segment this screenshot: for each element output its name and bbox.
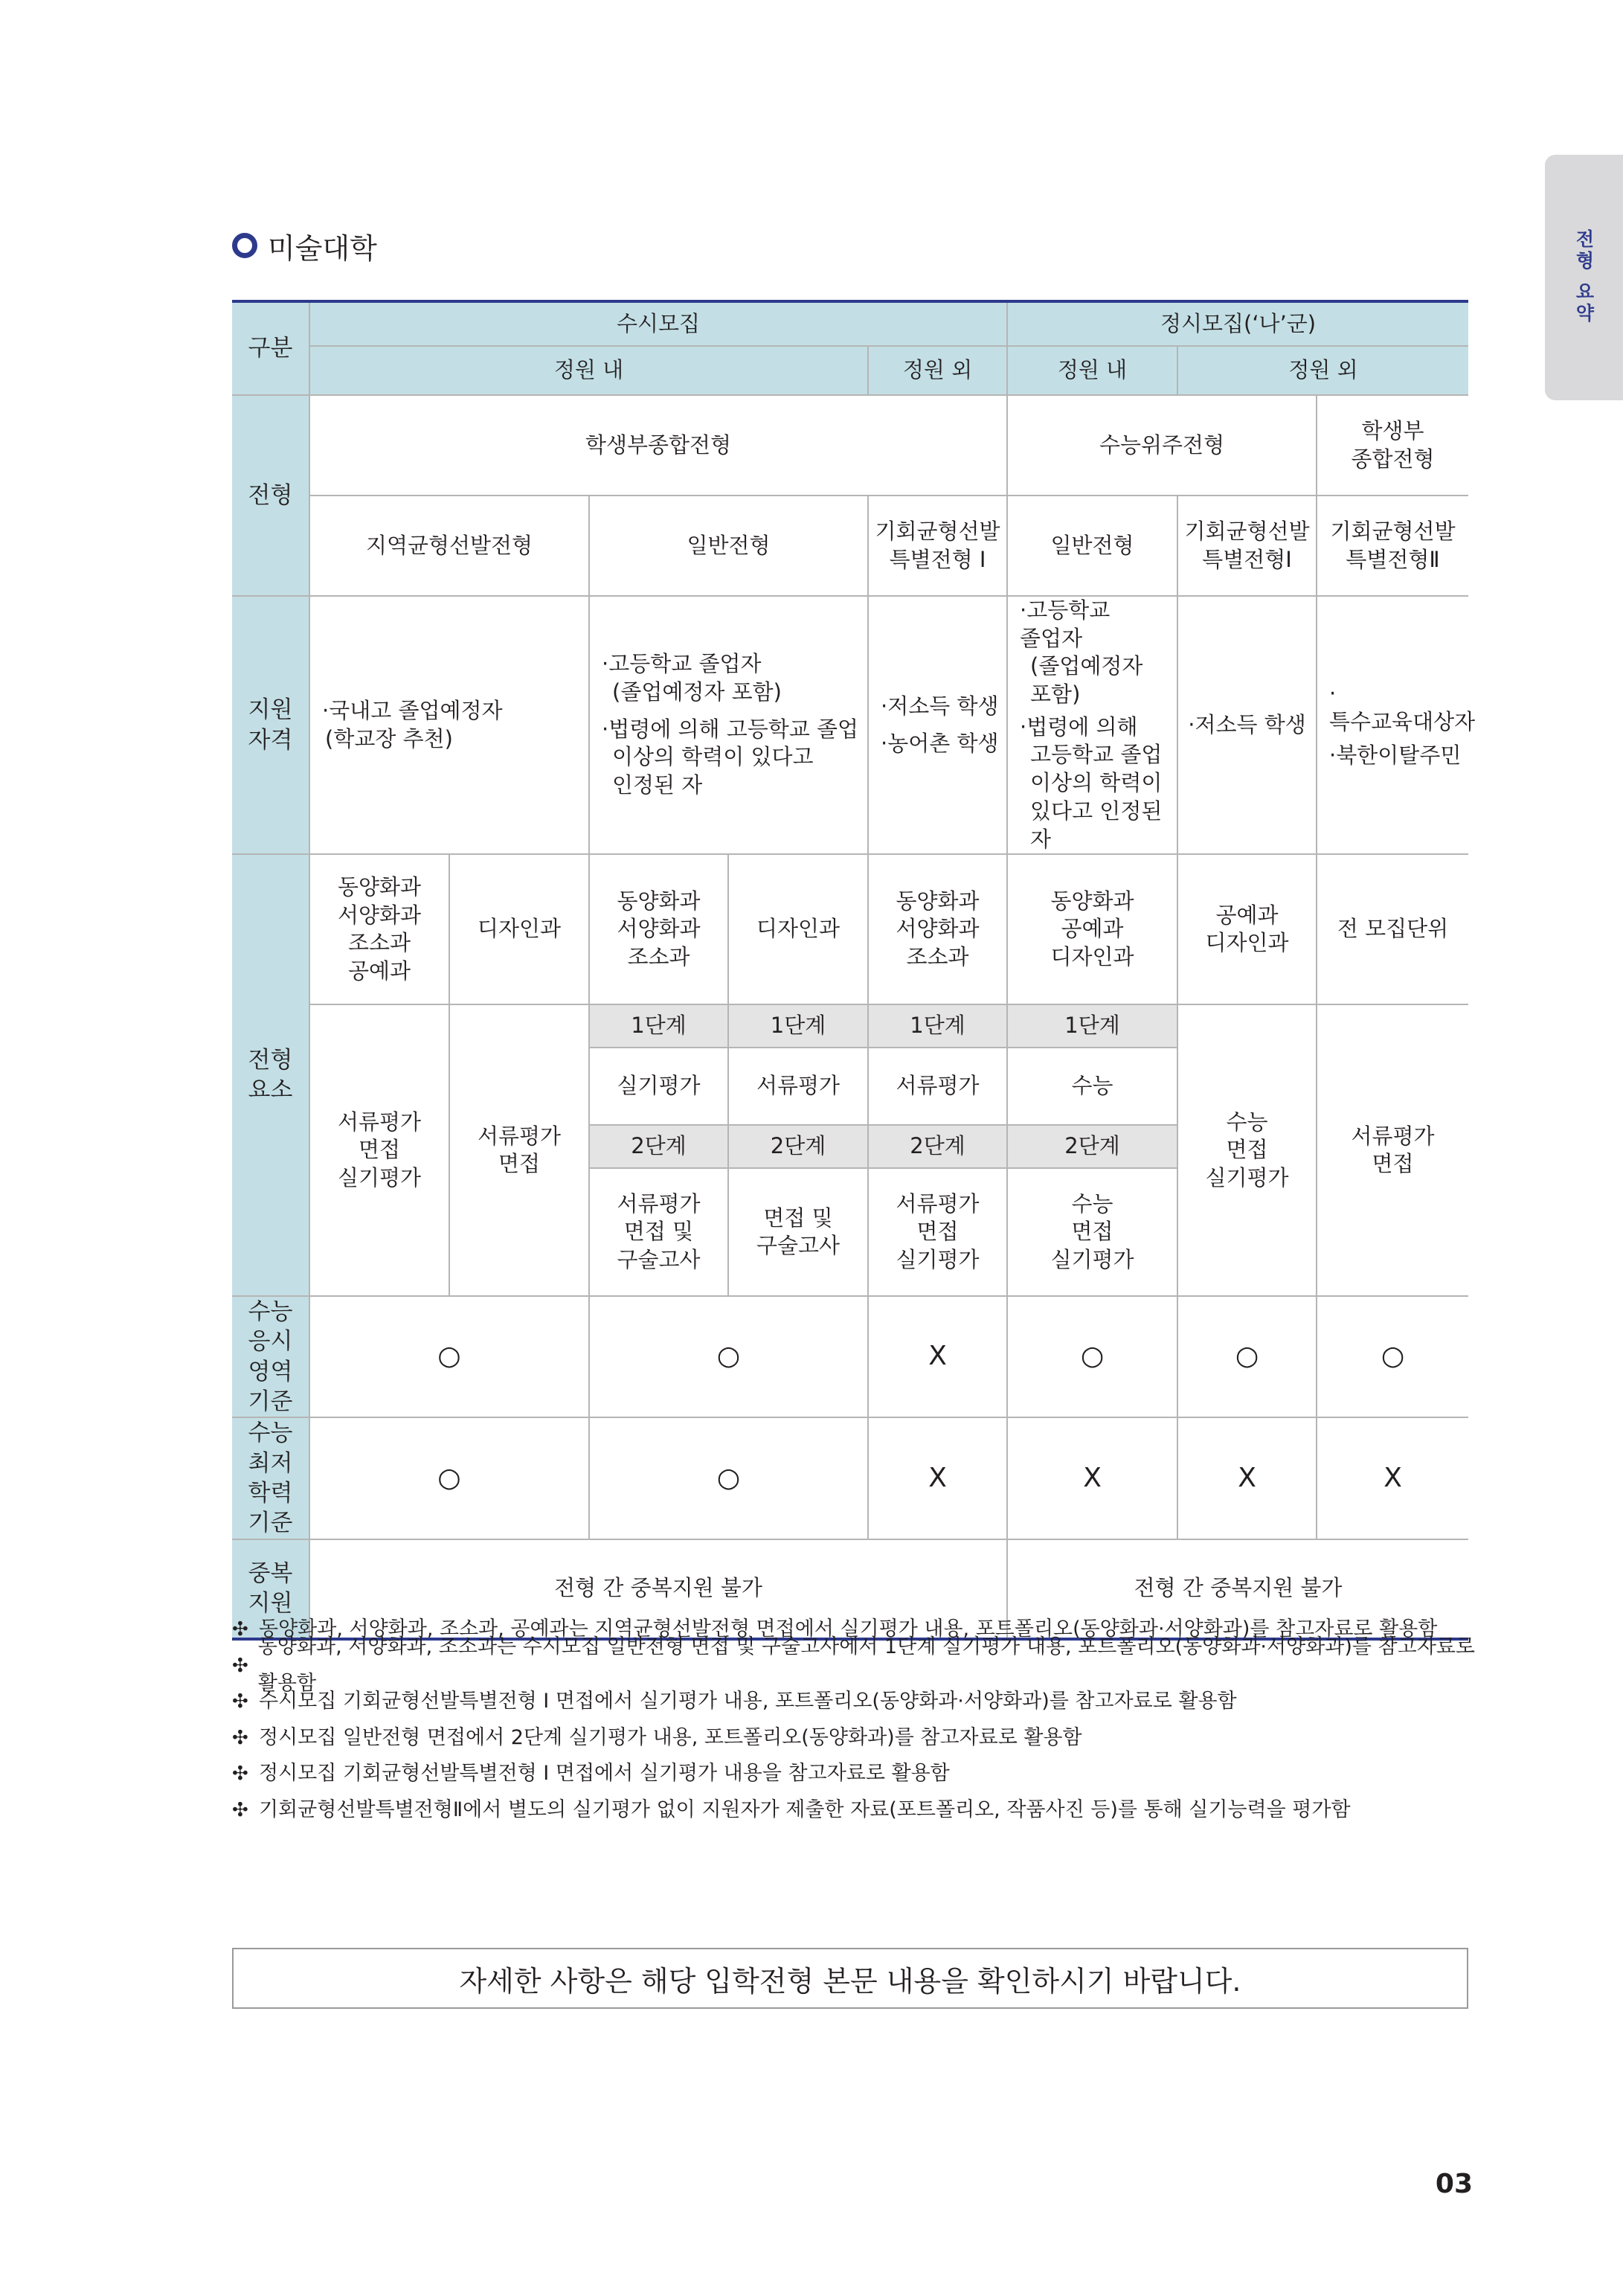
admission-summary-table bbox=[232, 300, 1476, 1641]
csat-min-row bbox=[232, 1417, 1468, 1539]
page-number: 03 bbox=[1435, 2169, 1473, 2199]
csat-area-mark: ○ bbox=[589, 1296, 868, 1417]
dept-col-7: 공예과 디자인과 bbox=[1177, 854, 1317, 1004]
note-item: ✣ 동양화과, 서양화과, 조소과는 수시모집 일반전형 면접 및 구술고사에서 1단계 실기평가 내용, 포트폴리오(동양화과·서양화과)를 참고자료로 활용함 bbox=[232, 1635, 1475, 1695]
track-sub-row bbox=[232, 496, 1468, 596]
stage1-col-4: 서류평가 bbox=[728, 1048, 868, 1125]
dept-col-4: 디자인과 bbox=[728, 854, 868, 1004]
elements-col-7: 수능 면접 실기평가 bbox=[1177, 1004, 1317, 1296]
elements-col-2: 서류평가 면접 bbox=[449, 1004, 589, 1296]
header-jeongsi-in-quota: 정원 내 bbox=[1007, 346, 1177, 395]
stage2-col-6: 수능 면접 실기평가 bbox=[1007, 1168, 1177, 1296]
csat-min-mark: X bbox=[1177, 1417, 1317, 1539]
dept-col-8: 전 모집단위 bbox=[1317, 854, 1468, 1004]
csat-min-mark: ○ bbox=[589, 1417, 868, 1539]
duplicate-jeongsi: 전형 간 중복지원 불가 bbox=[1007, 1539, 1468, 1639]
stage2-col-3: 서류평가 면접 및 구술고사 bbox=[589, 1168, 728, 1296]
eligibility-general-jeongsi: ·고등학교 졸업자 (졸업예정자 포함) ·법령에 의해 고등학교 졸업 이상의 학력이 있다고 인정된 자 bbox=[1007, 596, 1177, 854]
track-general-susi: 일반전형 bbox=[589, 496, 868, 596]
row-head-csat-area: 수능 응시 영역 기준 bbox=[232, 1296, 309, 1417]
header-susi: 수시모집 bbox=[309, 301, 1007, 346]
note-item: ✣ 수시모집 기회균형선발특별전형 Ⅰ 면접에서 실기평가 내용, 포트폴리오(동양화과·서양화과)를 참고자료로 활용함 bbox=[232, 1684, 1497, 1720]
stage2-label: 2단계 bbox=[1007, 1125, 1177, 1168]
csat-area-mark: ○ bbox=[1317, 1296, 1468, 1417]
stage1-label: 1단계 bbox=[1007, 1004, 1177, 1048]
eligibility-opportunity-1: ·저소득 학생 ·농어촌 학생 bbox=[868, 596, 1007, 854]
header-jeongsi: 정시모집(‘나’군) bbox=[1007, 301, 1468, 346]
side-section-tab[interactable] bbox=[1545, 155, 1623, 400]
track-regional: 지역균형선발전형 bbox=[309, 496, 589, 596]
header-row-1 bbox=[232, 301, 1468, 346]
row-head-elements: 전형 요소 bbox=[232, 854, 309, 1296]
row-head-duplicate: 중복 지원 bbox=[232, 1539, 309, 1639]
csat-min-mark: X bbox=[1007, 1417, 1177, 1539]
track-opportunity-2: 기회균형선발 특별전형Ⅰ bbox=[1177, 496, 1317, 596]
header-jeongsi-out-quota: 정원 외 bbox=[1177, 346, 1468, 395]
note-item: ✣ 정시모집 기회균형선발특별전형 Ⅰ 면접에서 실기평가 내용을 참고자료로 활용함 bbox=[232, 1756, 1497, 1792]
track-jeongsi-in: 수능위주전형 bbox=[1007, 395, 1317, 496]
row-head-eligibility: 지원 자격 bbox=[232, 596, 309, 854]
departments-row bbox=[232, 854, 1468, 1004]
clover-cross-icon: ✣ bbox=[232, 1690, 248, 1713]
header-row-2 bbox=[232, 346, 1468, 395]
note-item: ✣ 동양화과, 서양화과, 조소과, 공예과는 지역균형선발전형 면접에서 실기평가 내용, 포트폴리오(동양화과·서양화과)를 참고자료로 활용함 bbox=[232, 1612, 1497, 1648]
duplicate-susi: 전형 간 중복지원 불가 bbox=[309, 1539, 1007, 1639]
dept-col-6: 동양화과 공예과 디자인과 bbox=[1007, 854, 1177, 1004]
clover-cross-icon: ✣ bbox=[232, 1726, 248, 1749]
info-notice-box: 자세한 사항은 해당 입학전형 본문 내용을 확인하시기 바랍니다. bbox=[232, 1948, 1468, 2009]
clover-cross-icon: ✣ bbox=[232, 1763, 248, 1785]
header-susi-out-quota: 정원 외 bbox=[868, 346, 1007, 395]
stage2-label: 2단계 bbox=[728, 1125, 868, 1168]
track-opportunity-3: 기회균형선발 특별전형Ⅱ bbox=[1317, 496, 1468, 596]
side-tab-label: 전형 요약 bbox=[1573, 229, 1595, 325]
stage1-col-6: 수능 bbox=[1007, 1048, 1177, 1125]
stage2-col-5: 서류평가 면접 실기평가 bbox=[868, 1168, 1007, 1296]
csat-min-mark: ○ bbox=[309, 1417, 589, 1539]
stage1-col-5: 서류평가 bbox=[868, 1048, 1007, 1125]
csat-area-row bbox=[232, 1296, 1468, 1417]
stage1-label-row bbox=[232, 1004, 1468, 1048]
notes-list bbox=[232, 1612, 1497, 1828]
stage1-label: 1단계 bbox=[589, 1004, 728, 1048]
section-heading bbox=[232, 223, 377, 268]
row-head-track: 전형 bbox=[232, 395, 309, 596]
track-opportunity-1: 기회균형선발 특별전형 Ⅰ bbox=[868, 496, 1007, 596]
csat-area-mark: X bbox=[868, 1296, 1007, 1417]
eligibility-row bbox=[232, 596, 1468, 854]
header-susi-in-quota: 정원 내 bbox=[309, 346, 868, 395]
csat-area-mark: ○ bbox=[1177, 1296, 1317, 1417]
stage1-label: 1단계 bbox=[868, 1004, 1007, 1048]
ring-bullet-icon bbox=[232, 233, 257, 258]
row-head-csat-min: 수능 최저 학력 기준 bbox=[232, 1417, 309, 1539]
csat-area-mark: ○ bbox=[1007, 1296, 1177, 1417]
track-jeongsi-out: 학생부 종합전형 bbox=[1317, 395, 1468, 496]
track-general-jeongsi: 일반전형 bbox=[1007, 496, 1177, 596]
note-item: ✣ 기회균형선발특별전형Ⅱ에서 별도의 실기평가 없이 지원자가 제출한 자료(포트폴리오, 작품사진 등)를 통해 실기능력을 평가함 bbox=[232, 1792, 1497, 1829]
eligibility-opportunity-2: ·저소득 학생 bbox=[1177, 596, 1317, 854]
stage2-col-4: 면접 및 구술고사 bbox=[728, 1168, 868, 1296]
note-item: ✣ 정시모집 일반전형 면접에서 2단계 실기평가 내용, 포트폴리오(동양화과)를 참고자료로 활용함 bbox=[232, 1720, 1497, 1757]
dept-col-1: 동양화과 서양화과 조소과 공예과 bbox=[309, 854, 449, 1004]
clover-cross-icon: ✣ bbox=[232, 1798, 248, 1821]
stage1-label: 1단계 bbox=[728, 1004, 868, 1048]
track-major-row bbox=[232, 395, 1468, 496]
stage2-label: 2단계 bbox=[868, 1125, 1007, 1168]
stage2-label: 2단계 bbox=[589, 1125, 728, 1168]
elements-col-8: 서류평가 면접 bbox=[1317, 1004, 1468, 1296]
dept-col-5: 동양화과 서양화과 조소과 bbox=[868, 854, 1007, 1004]
section-title: 미술대학 bbox=[268, 231, 377, 265]
eligibility-general: ·고등학교 졸업자 (졸업예정자 포함) ·법령에 의해 고등학교 졸업 이상의 학력이 있다고 인정된 자 bbox=[589, 596, 868, 854]
eligibility-opportunity-3: ·특수교육대상자 ·북한이탈주민 bbox=[1317, 596, 1468, 854]
elements-col-1: 서류평가 면접 실기평가 bbox=[309, 1004, 449, 1296]
header-corner: 구분 bbox=[232, 301, 309, 395]
csat-min-mark: X bbox=[868, 1417, 1007, 1539]
clover-cross-icon: ✣ bbox=[232, 1618, 248, 1641]
csat-min-mark: X bbox=[1317, 1417, 1468, 1539]
eligibility-regional: ·국내고 졸업예정자 (학교장 추천) bbox=[309, 596, 589, 854]
track-susi-in: 학생부종합전형 bbox=[309, 395, 1007, 496]
stage1-col-3: 실기평가 bbox=[589, 1048, 728, 1125]
dept-col-2: 디자인과 bbox=[449, 854, 589, 1004]
clover-cross-icon: ✣ bbox=[232, 1654, 248, 1677]
csat-area-mark: ○ bbox=[309, 1296, 589, 1417]
dept-col-3: 동양화과 서양화과 조소과 bbox=[589, 854, 728, 1004]
